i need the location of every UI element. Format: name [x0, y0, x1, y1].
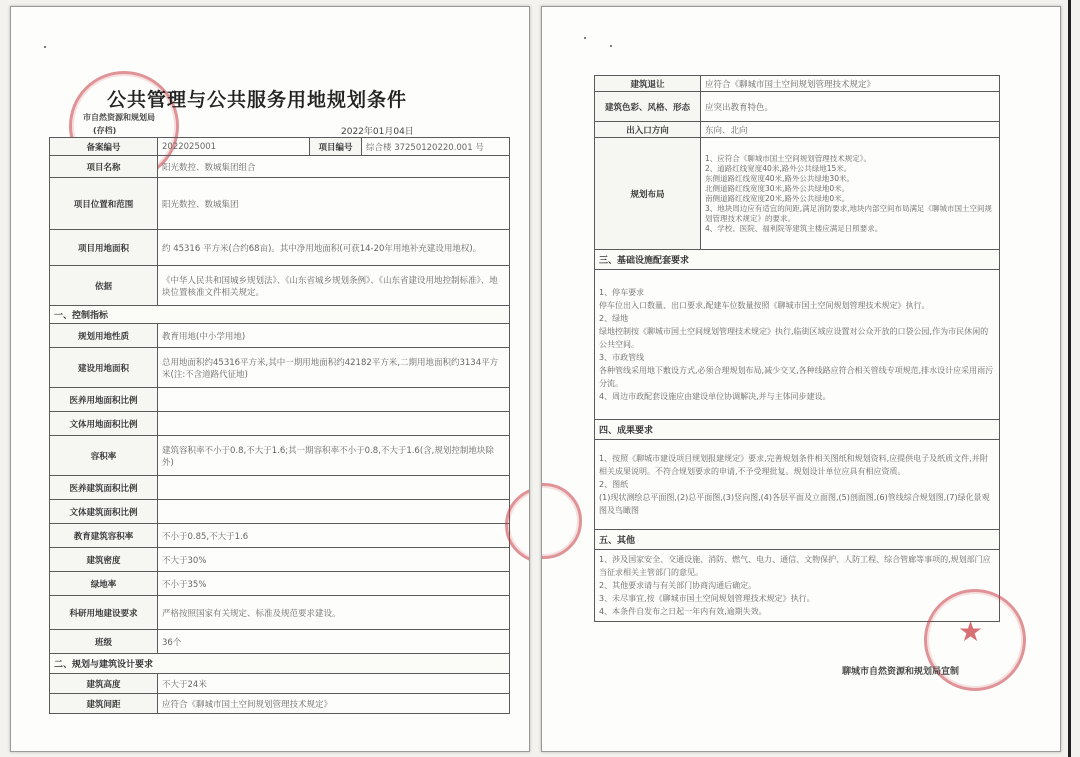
row-label: 规划用地性质 — [50, 324, 158, 348]
row-value: 严格按照国家有关规定、标准及规范要求建设。 — [158, 596, 510, 630]
section-heading-control: 一、控制指标 — [50, 306, 510, 324]
deliverables-text: 1、按照《聊城市建设项目规划报建规定》要求,完善规划条件相关图纸和规划资料,应提供电子及纸质文件,并附相关成果说明。不符合规划要求的申请,不予受理批复。规划设计单位应具有相应资质。 2、图纸 (1)现状测绘总平面图,(2)总平面图,(3)竖向图,(4)各层平面及立面图,(5)剖面图,(6)管线综合规划图,(7)绿化景观图及鸟瞰图 — [599, 454, 990, 515]
table-row — [50, 324, 510, 348]
row-value: 应符合《聊城市国土空间规划管理技术规定》 — [158, 694, 510, 714]
row-value: 不大于30% — [158, 548, 510, 572]
section-row — [595, 420, 1000, 440]
table-row — [595, 76, 1000, 92]
row-value: 教育用地(中小学用地) — [158, 324, 510, 348]
row-value: 应符合《聊城市国土空间规划管理技术规定》 — [701, 76, 1000, 92]
table-row — [595, 92, 1000, 122]
row-label: 建筑高度 — [50, 674, 158, 694]
row-value: 1、应符合《聊城市国土空间规划管理技术规定》。 2、道路红线宽度40米,路外公共绿地15米。 东侧道路红线宽度40米,路外公共绿地30米。 北侧道路红线宽度30米,路外公共绿地0米。 南侧道路红线宽度20米,路外公共绿地0米。 3、地块周边应有适宜的间距,满足消防要求,地块内部空间布局满足《聊城市国土空间规划管理技术规定》的要求。 4、学校、医院、福利院等建筑主楼应满足日照要求。 — [705, 153, 993, 233]
row-label: 项目名称 — [50, 156, 158, 178]
row-value — [158, 388, 510, 412]
row-label: 依据 — [50, 266, 158, 306]
issuer-name: 市自然资源和规划局 — [83, 113, 155, 122]
document-page-right — [541, 6, 1061, 752]
row-value: 约 45316 平方米(合约68亩)。其中净用地面积(可获14-20年用地补充建设用地权)。 — [158, 230, 510, 266]
row-label: 项目位置和范围 — [50, 178, 158, 230]
row-value — [158, 476, 510, 500]
row-value: 36个 — [158, 630, 510, 654]
row-label: 建筑间距 — [50, 694, 158, 714]
row-value: 建筑容积率不小于0.8,不大于1.6;其一期容积率不小于0.8,不大于1.6(含,规划控制地块除外) — [158, 436, 510, 476]
table-row — [50, 694, 510, 714]
document-title: 公共管理与公共服务用地规划条件 — [107, 89, 408, 111]
project-number-value: 综合楼 37250120220.001 号 — [362, 138, 510, 156]
text-cell — [595, 270, 1000, 420]
speck — [584, 37, 586, 39]
row-value: 不大于24米 — [158, 674, 510, 694]
header-row — [50, 138, 510, 156]
conditions-table-left — [49, 137, 510, 714]
table-row — [50, 596, 510, 630]
row-label: 班级 — [50, 630, 158, 654]
table-row — [595, 138, 1000, 250]
row-label: 文体用地面积比例 — [50, 412, 158, 436]
conditions-table-right — [594, 75, 1000, 622]
table-row — [50, 500, 510, 524]
section-heading-design: 二、规划与建筑设计要求 — [50, 654, 510, 674]
infrastructure-text: 1、停车要求 停车位出入口数量、出口要求,配建车位数量按照《聊城市国土空间规划管理技术规定》执行。 2、绿地 绿地控制按《聊城市国土空间规划管理技术规定》执行,临街区域应设置对公众开放的口袋公园,作为市民休闲的公共空间。 3、市政管线 各种管线采用地下敷设方式,必须合理规划布局,减少交叉,各种线路应符合相关管线专项规范,排水设计应采用雨污分流。 4、周边市政配套设施应由建设单位协调解决,并与主体同步建设。 — [599, 288, 994, 401]
row-value: 不小于35% — [158, 572, 510, 596]
row-label: 建筑密度 — [50, 548, 158, 572]
section-row — [50, 654, 510, 674]
table-row — [50, 674, 510, 694]
row-label: 项目用地面积 — [50, 230, 158, 266]
speck — [44, 46, 46, 48]
seal-edge — [541, 483, 582, 559]
row-value: 不小于0.85,不大于1.6 — [158, 524, 510, 548]
row-value: 阳光数控、数城集团组合 — [158, 156, 510, 178]
table-row — [50, 348, 510, 388]
table-row — [50, 476, 510, 500]
row-label: 绿地率 — [50, 572, 158, 596]
row-label: 建筑退让 — [595, 76, 701, 92]
section-heading-deliverables: 四、成果要求 — [595, 420, 1000, 440]
table-row — [50, 388, 510, 412]
table-row — [50, 230, 510, 266]
row-label: 医养建筑面积比例 — [50, 476, 158, 500]
table-row — [50, 572, 510, 596]
seal-star-icon: ★ — [958, 615, 984, 648]
document-page-left — [10, 6, 530, 752]
record-number-value: 2022025001 — [158, 138, 310, 156]
row-label: 出入口方向 — [595, 122, 701, 138]
row-label: 建筑色彩、风格、形态 — [595, 92, 701, 122]
section-row — [595, 530, 1000, 550]
table-row — [50, 524, 510, 548]
row-value: 阳光数控、数城集团 — [158, 178, 510, 230]
project-number-label: 项目编号 — [310, 138, 362, 156]
row-label: 建设用地面积 — [50, 348, 158, 388]
row-label: 教育建筑容积率 — [50, 524, 158, 548]
row-value — [158, 412, 510, 436]
table-row — [50, 548, 510, 572]
other-text: 1、涉及国家安全、交通设施、消防、燃气、电力、通信、文物保护、人防工程、综合管廊等事项的,规划部门应当征求相关主管部门的意见。 2、其他要求请与有关部门协商沟通后确定。 3、未尽事宜,按《聊城市国土空间规划管理技术规定》执行。 4、本条件自发布之日起一年内有效,逾期失效。 — [599, 555, 991, 616]
text-row — [595, 440, 1000, 530]
page-edge — [1068, 0, 1071, 757]
speck — [610, 45, 612, 47]
table-row — [50, 156, 510, 178]
row-value: 应突出教育特色。 — [701, 92, 1000, 122]
copy-note: (存档) — [93, 126, 117, 135]
text-cell — [595, 440, 1000, 530]
section-heading-other: 五、其他 — [595, 530, 1000, 550]
issuing-authority: 聊城市自然资源和规划局宣制 — [842, 667, 960, 677]
row-label: 科研用地建设要求 — [50, 596, 158, 630]
record-number-label: 备案编号 — [50, 138, 158, 156]
table-row — [595, 122, 1000, 138]
table-row — [50, 266, 510, 306]
row-value: 总用地面积约45316平方米,其中一期用地面积约42182平方米,二期用地面积约3134平方米(注:不含道路代征地) — [158, 348, 510, 388]
row-value — [158, 500, 510, 524]
row-value: 东向、北向 — [701, 122, 1000, 138]
table-row — [50, 630, 510, 654]
table-row — [50, 178, 510, 230]
row-label: 容积率 — [50, 436, 158, 476]
text-row — [595, 270, 1000, 420]
row-label: 规划布局 — [595, 138, 701, 250]
section-row — [50, 306, 510, 324]
row-label: 文体建筑面积比例 — [50, 500, 158, 524]
table-row — [50, 412, 510, 436]
section-heading-infrastructure: 三、基础设施配套要求 — [595, 250, 1000, 270]
row-value: 《中华人民共和国城乡规划法》、《山东省城乡规划条例》、《山东省建设用地控制标准》、地块位置核准文件相关规定。 — [158, 266, 510, 306]
row-label: 医养用地面积比例 — [50, 388, 158, 412]
row-value-cell — [701, 138, 1000, 250]
section-row — [595, 250, 1000, 270]
table-row — [50, 436, 510, 476]
issue-date: 2022年01月04日 — [341, 127, 414, 137]
